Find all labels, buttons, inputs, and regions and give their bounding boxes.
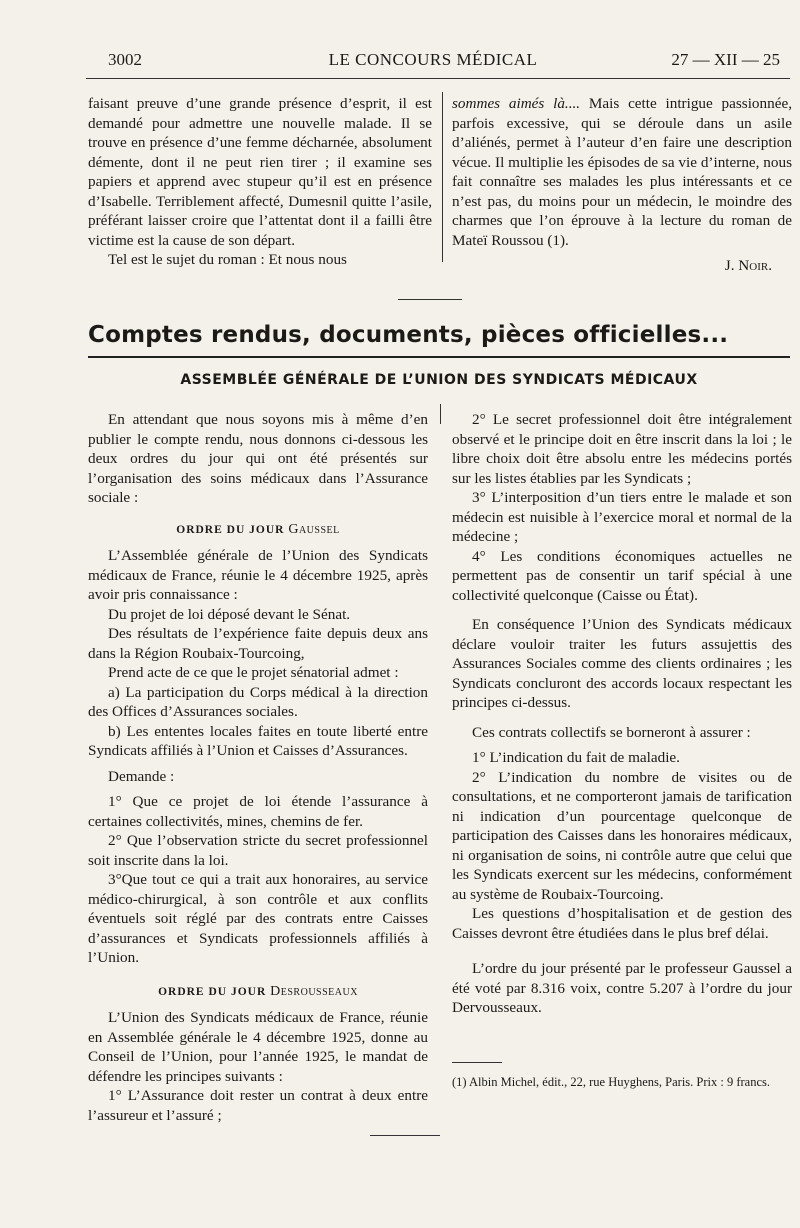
paragraph: Demande : — [108, 767, 175, 785]
paragraph: En attendant que nous soyons mis à même d’en publier le compte rendu, nous donnons ci-dessous les deux ordres du jour qui ont été présentés sur l’organisation des soins médicaux dans l’Assurance sociale : — [88, 411, 428, 506]
paragraph: Ces contrats collectifs se borneront à assurer : — [472, 723, 751, 741]
paragraph: 3° L’interposition d’un tiers entre le malade et son médecin est nuisible à l’exercice moral et normal de la médecine ; — [452, 489, 792, 545]
subheading — [88, 982, 428, 1003]
paragraph: 3°Que tout ce qui a trait aux honoraires, au service médico-chirurgical, à son contrôle et aux conflits éventuels soit réglé par des contrats entre Caisses d’assurances et Syndicats professionnels affiliés à l’Union. — [88, 871, 428, 966]
spacer — [452, 605, 792, 615]
paragraph: L’Assemblée générale de l’Union des Syndicats médicaux de France, réunie le 4 décembre 1925, après avoir pris connaissance : — [88, 547, 428, 603]
italic-text: sommes aimés là.... — [452, 95, 581, 112]
paragraph: L’Union des Syndicats médicaux de France, réunie en Assemblée générale le 4 décembre 1925, donne au Conseil de l’Union, pour l’année 1925, le mandat de défendre les principes suivants : — [88, 1009, 428, 1085]
top-left-column — [88, 94, 432, 270]
paragraph: 2° Le secret professionnel doit être intégralement observé et le principe doit en être inscrit dans la loi ; le libre choix doit être absolu entre les médecins portés sur les listes établies par les Syndicats ; — [452, 411, 792, 487]
journal-title: LE CONCOURS MÉDICAL — [328, 50, 538, 69]
header-rule — [86, 78, 790, 79]
end-rule — [370, 1135, 440, 1136]
paragraph: 4° Les conditions économiques actuelles ne permettent pas de consentir un tarif spécial à une collectivité quelconque (Caisse ou État). — [452, 547, 792, 604]
footnote-rule — [452, 1062, 502, 1063]
subheading-label: ORDRE DU JOUR — [158, 985, 267, 998]
running-header — [86, 46, 780, 72]
paragraph: Du projet de loi déposé devant le Sénat. — [108, 605, 351, 623]
paragraph: 1° L’indication du fait de maladie. — [472, 749, 680, 766]
paragraph: Les questions d’hospitalisation et de gestion des Caisses devront être étudiées dans le plus bref délai. — [452, 905, 792, 942]
left-column — [88, 410, 428, 1125]
section-title: Comptes rendus, documents, pièces officielles... — [88, 322, 729, 348]
paragraph: 2° Que l’observation stricte du secret professionnel soit inscrite dans la loi. — [88, 832, 428, 869]
column-divider — [440, 404, 441, 424]
subheading-name: Desrousseaux — [270, 983, 358, 999]
paragraph: b) Les ententes locales faites en toute liberté entre Syndicats affiliés à l’Union et Caisses d’Assurances. — [88, 722, 428, 759]
footnote: (1) Albin Michel, édit., 22, rue Huyghens, Paris. Prix : 9 francs. — [452, 1075, 771, 1089]
right-column — [452, 410, 792, 1018]
subheading-label: ORDRE DU JOUR — [176, 523, 285, 536]
paragraph: Tel est le sujet du roman : Et nous nous — [108, 251, 347, 268]
article-title: ASSEMBLÉE GÉNÉRALE DE L’UNION DES SYNDICATS MÉDICAUX — [180, 372, 698, 388]
paragraph: L’ordre du jour présenté par le professeur Gaussel a été voté par 8.316 voix, contre 5.207 à l’ordre du jour Dervousseaux. — [452, 960, 792, 1016]
paragraph: faisant preuve d’une grande présence d’esprit, il est demandé pour admettre une nouvelle malade. Il se trouve en présence d’une femme décharnée, absolument démente, dont il ne peut rien tirer ; il examine ses papiers et apprend avec stupeur qu’il est en présence d’Isabelle. Terriblement affecté, Dumesnil quitte l’asile, préférant laisser croire que l’attentat dont il a failli être victime est la cause de son départ. — [88, 95, 432, 249]
spacer — [452, 943, 792, 959]
paragraph: En conséquence l’Union des Syndicats médicaux déclare vouloir traiter les futurs assujettis des Assurances Sociales comme des clients ordinaires ; les Syndicats concluront des accords locaux respectant les principes ci-dessus. — [452, 616, 792, 711]
paragraph: Des résultats de l’expérience faite depuis deux ans dans la Région Roubaix-Tourcoing, — [88, 625, 428, 662]
paragraph: 1° L’Assurance doit rester un contrat à deux entre l’assureur et l’assuré ; — [88, 1087, 428, 1124]
paragraph — [452, 94, 792, 250]
subheading — [88, 520, 428, 541]
paragraph: a) La participation du Corps médical à la direction des Offices d’Assurances sociales. — [88, 683, 428, 720]
paragraph: 2° L’indication du nombre de visites ou de consultations, et ne comporteront jamais de tarification ni indication d’un pourcentage quelconque de participation des Caisses dans les honoraires médicaux, ni organisation de soins, ni contrôle autre que celui que les Syndicats exercent sur les médecins, conformément au système de Roubaix-Tourcoing. — [452, 768, 792, 903]
separator-rule — [398, 299, 462, 300]
section-rule — [88, 356, 790, 358]
page-number: 3002 — [108, 50, 142, 69]
paragraph: 1° Que ce projet de loi étende l’assurance à certaines collectivités, mines, chemins de fer. — [88, 793, 428, 830]
spacer — [452, 713, 792, 723]
subheading-name: Gaussel — [288, 521, 340, 537]
top-right-column — [452, 94, 792, 276]
paragraph: Prend acte de ce que le projet sénatorial admet : — [108, 664, 399, 681]
signature: J. Noir. — [724, 257, 772, 274]
paragraph-text: Mais cette intrigue passionnée, parfois excessive, qui se déroule dans un asile d’aliénés, permet à l’auteur d’en faire une description vécue. Il multiplie les épisodes de sa vie d’interne, nous fait connaître ses malades les plus intéressants et ce n’est pas, du moins pour un médecin, le moindre des charmes que l’on éprouve à la lecture du roman de Mateï Roussou (1). — [452, 95, 792, 249]
issue-date: 27 — XII — 25 — [671, 50, 780, 69]
column-divider — [442, 92, 443, 262]
